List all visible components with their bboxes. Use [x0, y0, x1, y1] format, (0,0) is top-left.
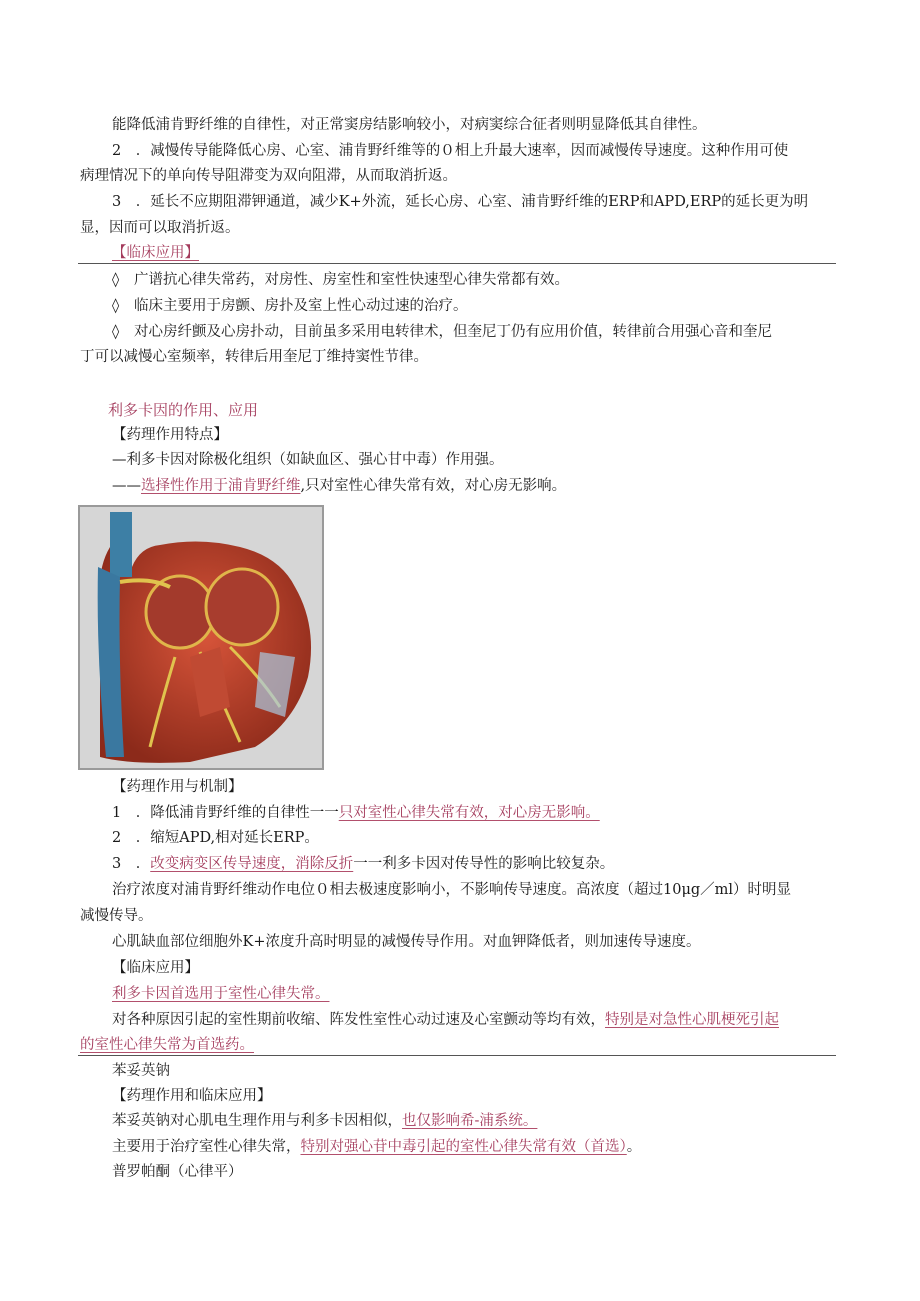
plain-text: 苯妥英钠对心肌电生理作用与利多卡因相似， — [112, 1113, 402, 1129]
plain-text: 主要用于治疗室性心律失常， — [112, 1139, 301, 1155]
divider — [78, 1055, 836, 1056]
paragraph-line — [112, 1111, 537, 1131]
plain-text: 对各种原因引起的室性期前收缩、阵发性室性心动过速及心室颤动等均有效， — [112, 1012, 605, 1028]
cardiac-conduction-figure — [78, 505, 324, 770]
paragraph-line — [112, 476, 566, 496]
sub-heading: 【药理作用特点】 — [112, 427, 228, 443]
paragraph-line: 2 ．减慢传导能降低心房、心室、浦肯野纤维等的０相上升最大速率，因而减慢传导速度。这种作用可使 — [112, 143, 789, 159]
heart-illustration — [80, 507, 322, 768]
bullet-icon: ◊ — [112, 272, 120, 288]
bullet-item — [112, 296, 468, 316]
section-title: 利多卡因的作用、应用 — [108, 401, 259, 419]
paragraph-line: 病理情况下的单向传导阻滞变为双向阻滞，从而取消折返。 — [80, 168, 457, 184]
plain-text: 一一利多卡因对传导性的影响比较复杂。 — [353, 856, 615, 872]
paragraph-line: 丁可以减慢心室频率，转律后用奎尼丁维持窦性节律。 — [80, 349, 428, 365]
sub-heading: 【药理作用和临床应用】 — [112, 1088, 272, 1104]
paragraph-line: 3 ．延长不应期阻滞钾通道，减少K+外流，延长心房、心室、浦肯野纤维的ERP和APD,ERP的延长更为明 — [112, 194, 809, 210]
highlight-text: 利多卡因首选用于室性心律失常。 — [112, 986, 330, 1002]
paragraph-line — [112, 803, 600, 823]
bullet-text: 广谱抗心律失常药，对房性、房室性和室性快速型心律失常都有效。 — [134, 272, 569, 288]
paragraph-line: 心肌缺血部位细胞外K+浓度升高时明显的减慢传导作用。对血钾降低者，则加速传导速度。 — [112, 934, 701, 950]
plain-text: 3 ． — [112, 856, 151, 872]
bullet-item — [112, 270, 569, 290]
highlight-text: 也仅影响希-浦系统。 — [402, 1113, 538, 1129]
highlight-text: 的室性心律失常为首选药。 — [80, 1037, 254, 1053]
plain-text: ,只对室性心律失常有效，对心房无影响。 — [300, 478, 567, 494]
paragraph-line: 治疗浓度对浦肯野纤维动作电位０相去极速度影响小，不影响传导速度。高浓度（超过10μg／ml）时明显 — [112, 882, 792, 898]
highlight-text: 改变病变区传导速度，消除反折 — [150, 856, 354, 872]
section-title: 苯妥英钠 — [112, 1063, 170, 1079]
highlight-text: 选择性作用于浦肯野纤维 — [141, 478, 301, 494]
bullet-icon: ◊ — [112, 298, 120, 314]
highlight-text: 特别是对急性心肌梗死引起 — [605, 1012, 779, 1028]
paragraph-line: 2 ．缩短APD,相对延长ERP。 — [112, 830, 319, 846]
paragraph-line — [112, 854, 614, 874]
paragraph-line: —利多卡因对除极化组织（如缺血区、强心甘中毒）作用强。 — [112, 452, 504, 468]
section-title: 普罗帕酮（心律平） — [112, 1164, 243, 1180]
bullet-text: 对心房纤颤及心房扑动，目前虽多采用电转律术，但奎尼丁仍有应用价值，转律前合用强心音和奎尼 — [134, 324, 772, 340]
paragraph-line: 能降低浦肯野纤维的自律性，对正常窦房结影响较小，对病窦综合征者则明显降低其自律性。 — [112, 117, 707, 133]
bullet-item — [112, 322, 772, 342]
paragraph-line: 显，因而可以取消折返。 — [80, 220, 240, 236]
paragraph-line: 减慢传导。 — [80, 908, 153, 924]
sub-heading: 【药理作用与机制】 — [112, 779, 243, 795]
divider — [78, 263, 836, 264]
dash-prefix: —— — [112, 478, 141, 494]
section-heading: 【临床应用】 — [112, 245, 199, 261]
plain-text: 1 ．降低浦肯野纤维的自律性一一 — [112, 805, 339, 821]
highlight-text: 特别对强心苷中毒引起的室性心律失常有效（首选） — [300, 1139, 627, 1155]
bullet-text: 临床主要用于房颤、房扑及室上性心动过速的治疗。 — [134, 298, 468, 314]
paragraph-line — [112, 1137, 641, 1157]
bullet-icon: ◊ — [112, 324, 120, 340]
sub-heading: 【临床应用】 — [112, 960, 199, 976]
paragraph-line — [112, 1010, 779, 1030]
plain-text: 。 — [626, 1139, 642, 1155]
highlight-text: 只对室性心律失常有效，对心房无影响。 — [338, 805, 600, 821]
